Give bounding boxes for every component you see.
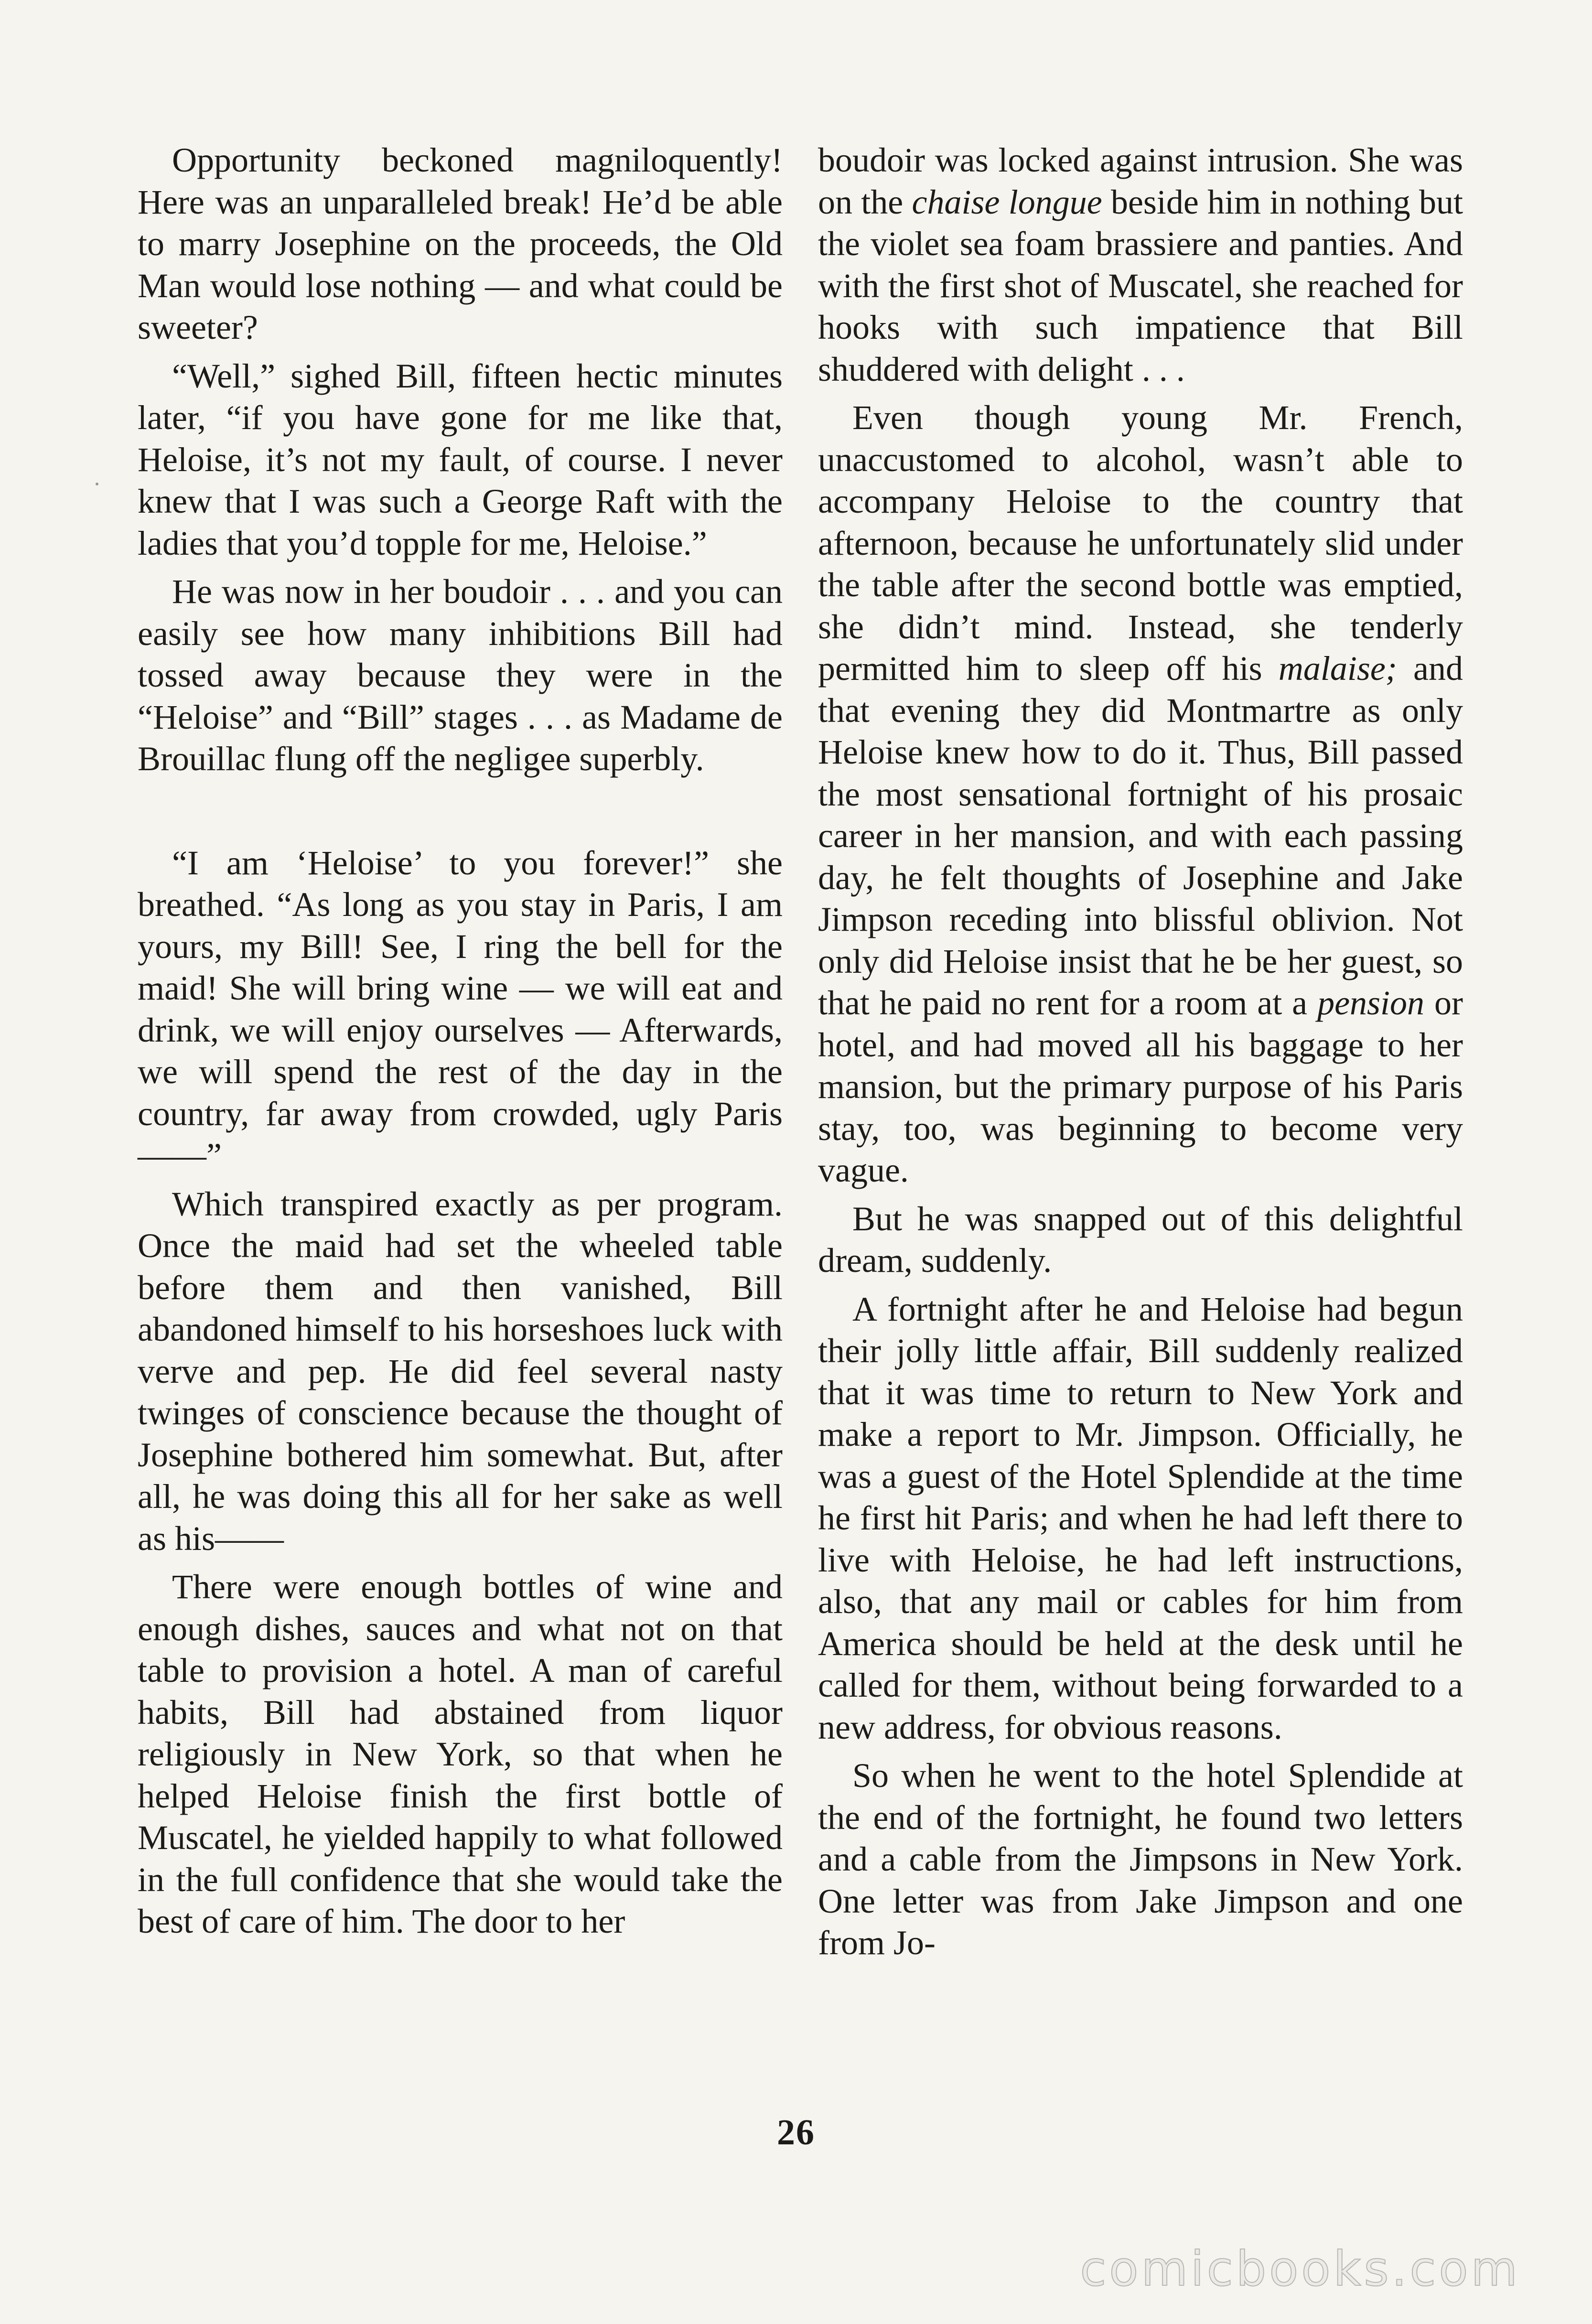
page-number: 26 [777, 2112, 815, 2152]
paragraph: Opportunity beckoned magniloquently! Here was an unparalleled break! He’d be able to marry Josephine on the proceeds, the Old Man would lose nothing — and what could be sweeter? [138, 141, 783, 346]
paragraph [818, 140, 1463, 390]
italic-phrase: malaise; [1278, 649, 1397, 688]
paragraph: A fortnight after he and Heloise had begun their jolly little affair, Bill suddenly realized that it was time to return to New York and make a report to Mr. Jimpson. Officially, he was a guest of the Hotel Splendide at the time he first hit Paris; and when he had left there to live with Heloise, he had left instructions, also, that any mail or cables for him from America should be held at the desk until he called for them, without being forwarded to a new address, for obvious reasons. [818, 1290, 1463, 1746]
watermark: comicbooks.com [1080, 2241, 1520, 2297]
text-run: beside him in nothing but the violet sea foam brassiere and panties. And with the first shot of Muscatel, she reached for hooks with such impatience that Bill shuddered with delight . . . [818, 183, 1463, 388]
paragraph: He was now in her boudoir . . . and you can easily see how many inhibitions Bill had tossed away because they were in the “Heloise” and “Bill” stages . . . as Madame de Brouillac flung off the negligee superbly. [138, 572, 783, 778]
left-text-column [138, 140, 783, 1943]
paragraph: But he was snapped out of this delightful dream, suddenly. [818, 1199, 1463, 1280]
paragraph: “I am ‘Heloise’ to you forever!” she breathed. “As long as you stay in Paris, I am yours, my Bill! See, I ring the bell for the maid! She will bring wine — we will eat and drink, we will enjoy ourselves — Afterwards, we will spend the rest of the day in the country, far away from crowded, ugly Paris ——” [138, 843, 783, 1174]
italic-phrase: pension [1317, 984, 1425, 1022]
paragraph: So when he went to the hotel Splendide at the end of the fortnight, he found two letters and a cable from the Jimpsons in New York. One letter was from Jake Jimpson and one from Jo- [818, 1756, 1463, 1962]
italic-phrase: chaise longue [912, 183, 1102, 221]
text-run: or hotel, and had moved all his baggage to her mansion, but the primary purpose of his Paris stay, too, was beginning to become very vague. [818, 984, 1463, 1189]
paragraph: There were enough bottles of wine and enough dishes, sauces and what not on that table to provision a hotel. A man of careful habits, Bill had abstained from liquor religiously in New York, so that when he helped Heloise finish the first bottle of Muscatel, he yielded happily to what followed in the full confidence that she would take the best of care of him. The door to her [138, 1568, 783, 1940]
text-run: and that evening they did Montmartre as only Heloise knew how to do it. Thus, Bill passed the most sensational fortnight of his prosaic career in her mansion, and with each passing day, he felt thoughts of Josephine and Jake Jimpson receding into blissful oblivion. Not only did Heloise insist that he be her guest, so that he paid no rent for a room at a [818, 649, 1463, 1022]
paragraph: Which transpired exactly as per program. Once the maid had set the wheeled table before them and then vanished, Bill abandoned himself to his horseshoes luck with verve and pep. He did feel several nasty twinges of conscience because the thought of Josephine bothered him somewhat. But, after all, he was doing this all for her sake as well as his—— [138, 1184, 783, 1558]
right-text-column [818, 140, 1463, 1964]
text-run: boudoir was locked against intrusion. She was on the [818, 141, 1463, 221]
text-run: Even though young Mr. French, unaccustomed to alcohol, wasn’t able to accompany Heloise to the country that afternoon, because he unfortunately slid under the table after the second bottle was emptied, she didn’t mind. Instead, she tenderly permitted him to sleep off his [818, 398, 1463, 688]
paragraph [818, 397, 1463, 1192]
paragraph: “Well,” sighed Bill, fifteen hectic minutes later, “if you have gone for me like that, Heloise, it’s not my fault, of course. I never knew that I was such a George Raft with the ladies that you’d topple for me, Heloise.” [138, 356, 783, 562]
ink-speck [96, 483, 98, 485]
